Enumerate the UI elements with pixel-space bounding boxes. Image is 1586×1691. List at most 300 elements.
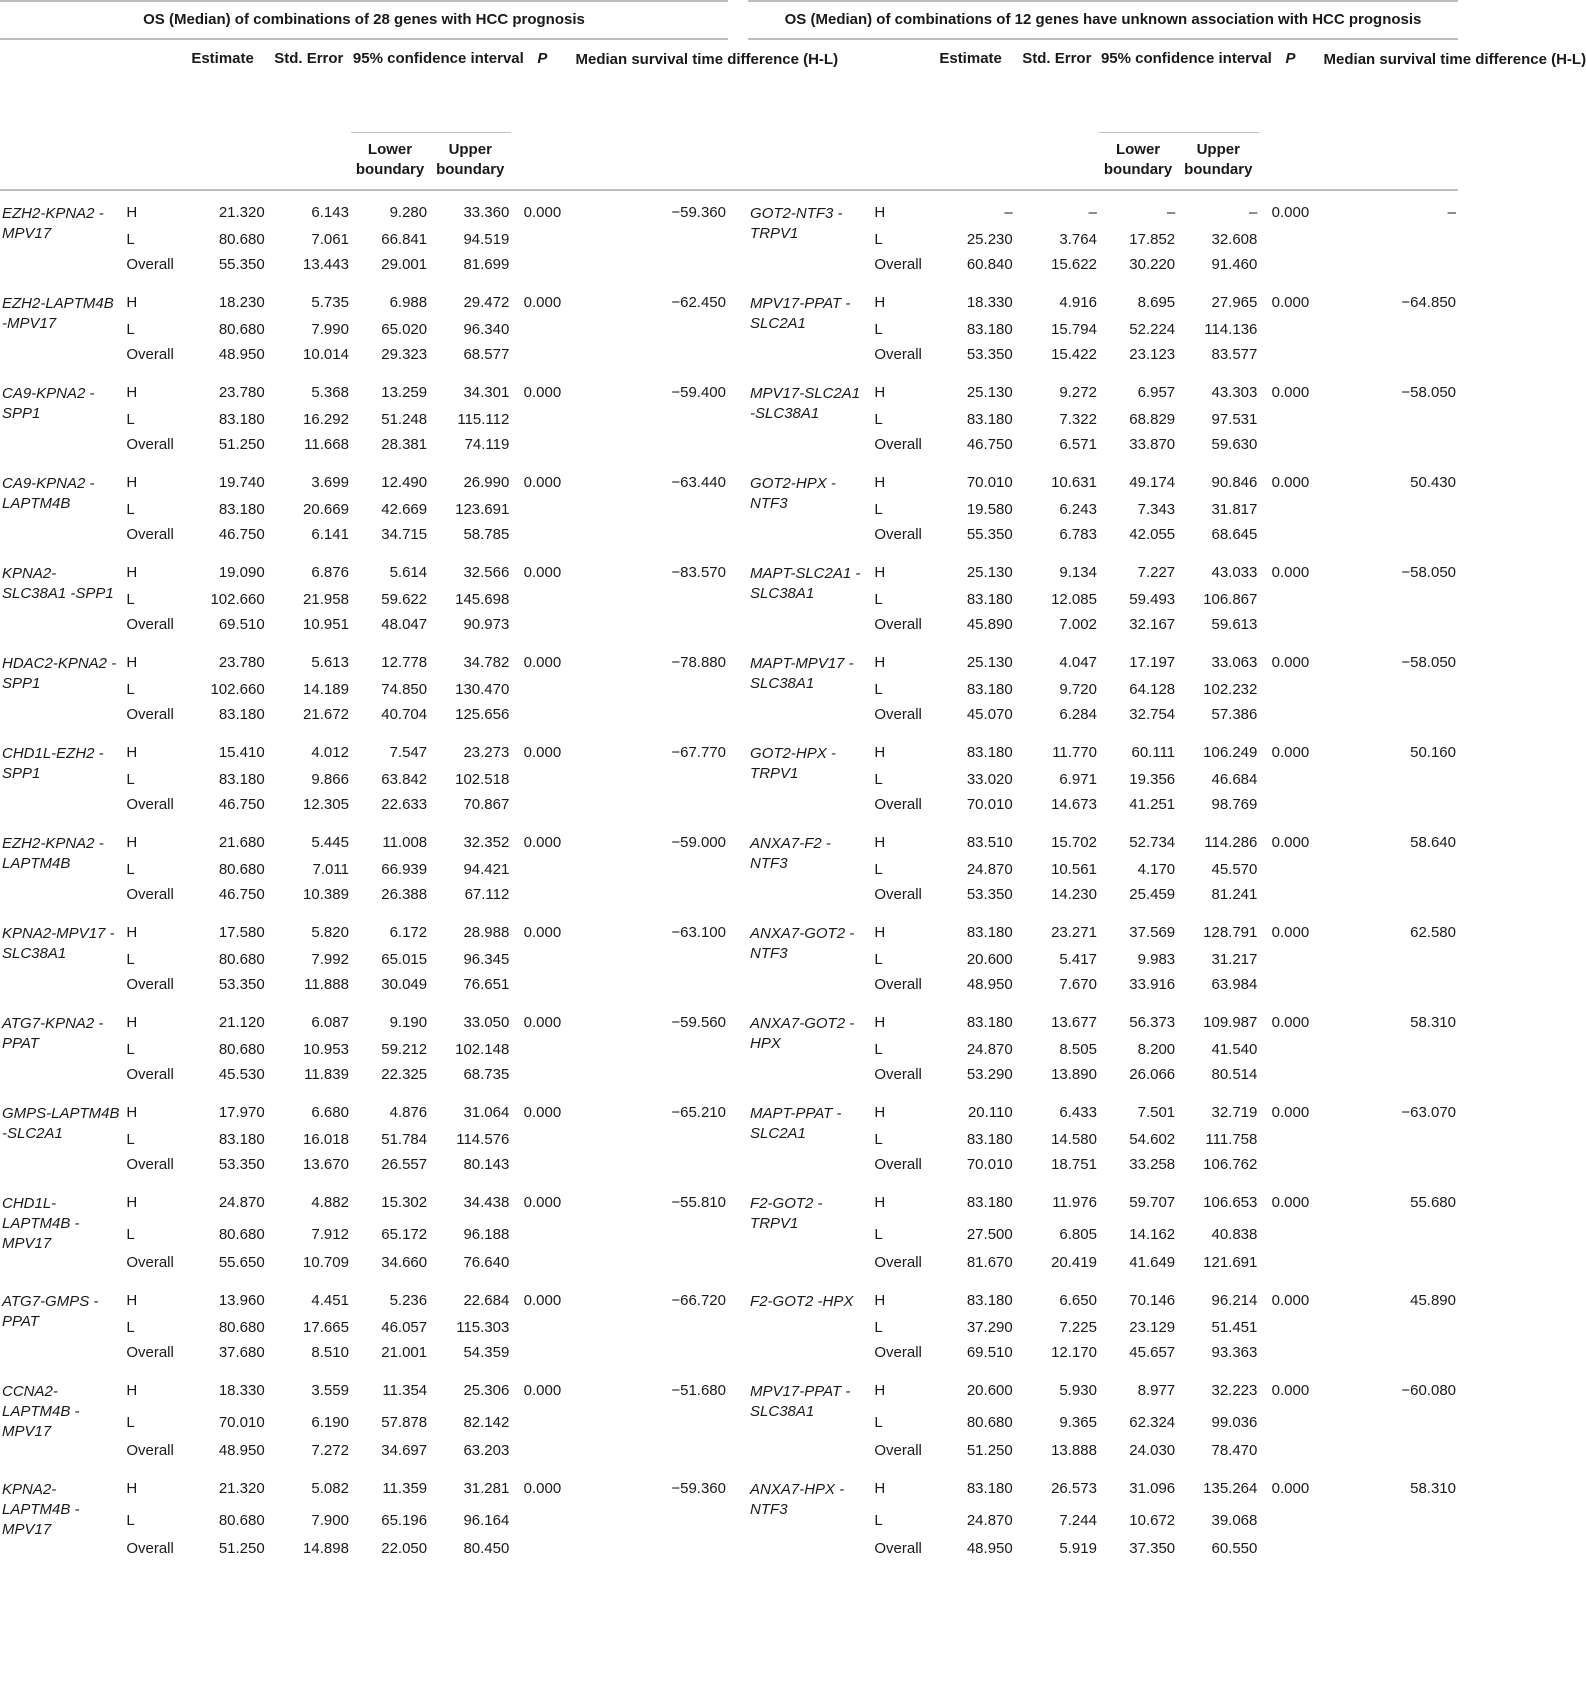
left-lower-boundary: 34.715 — [381, 526, 428, 543]
right-group-label: Overall — [874, 1156, 922, 1173]
right-upper-boundary: 106.762 — [1203, 1156, 1258, 1173]
right-gene-combination — [748, 551, 872, 616]
left-gene-combination — [0, 190, 124, 256]
left-header-estimate: Estimate — [191, 50, 254, 67]
left-group-label: Overall — [126, 346, 174, 363]
left-estimate: 80.680 — [218, 1511, 265, 1529]
right-std-error: 14.580 — [1051, 1131, 1097, 1148]
right-header-p: P — [1285, 50, 1296, 67]
left-lower-boundary: 65.172 — [381, 1225, 428, 1243]
table-row — [0, 1041, 1458, 1066]
left-estimate: 80.680 — [218, 1225, 265, 1243]
right-group-label: Overall — [874, 256, 922, 273]
left-lower-boundary: 65.020 — [381, 321, 428, 338]
right-lower-boundary: 31.096 — [1129, 1480, 1176, 1497]
gene-name: MAPT-MPV17 -SLC38A1 — [750, 655, 854, 692]
right-group-label: H — [874, 1014, 886, 1031]
left-median-diff — [574, 1254, 728, 1279]
right-p-value: 0.000 — [1271, 744, 1310, 761]
left-median-diff — [574, 681, 728, 706]
right-group-label: Overall — [874, 886, 922, 903]
left-lower-boundary: 5.236 — [389, 1292, 428, 1309]
left-group-label: Overall — [126, 616, 174, 633]
right-gene-blank — [748, 706, 872, 731]
table-row — [0, 1467, 1458, 1512]
left-group-label: L — [126, 321, 135, 338]
table-row — [0, 526, 1458, 551]
left-gene-combination — [0, 641, 124, 706]
right-header-estimate: Estimate — [939, 50, 1002, 67]
column-gap — [728, 1131, 748, 1156]
right-lower-boundary: 8.200 — [1137, 1041, 1176, 1058]
right-upper-boundary: 59.630 — [1211, 436, 1258, 453]
right-median-diff — [1322, 1131, 1458, 1156]
left-group-label: L — [126, 1131, 135, 1148]
right-std-error: 7.244 — [1059, 1511, 1097, 1529]
right-median-diff — [1322, 796, 1458, 821]
left-estimate: 13.960 — [218, 1292, 265, 1309]
right-gene-blank — [748, 256, 872, 281]
left-median-diff — [574, 951, 728, 976]
left-std-error: 17.665 — [303, 1319, 349, 1336]
left-median-diff — [574, 861, 728, 886]
left-std-error: 4.451 — [311, 1292, 349, 1309]
right-lower-boundary: 8.977 — [1137, 1382, 1176, 1399]
left-upper-boundary: 22.684 — [463, 1292, 510, 1309]
gene-name: ATG7-GMPS -PPAT — [2, 1293, 99, 1330]
right-median-diff — [1322, 1156, 1458, 1181]
right-upper-boundary: 96.214 — [1211, 1292, 1258, 1309]
left-std-error: 11.888 — [304, 976, 349, 993]
left-gene-blank — [0, 796, 124, 821]
column-gap — [728, 1181, 748, 1226]
right-lower-boundary: 7.343 — [1137, 501, 1176, 518]
left-gene-blank — [0, 1344, 124, 1369]
right-estimate: 83.180 — [966, 1131, 1013, 1148]
right-median-diff — [1322, 1442, 1458, 1467]
left-estimate: 51.250 — [218, 1540, 265, 1557]
left-group-label: L — [126, 411, 135, 428]
right-estimate: 19.580 — [966, 501, 1013, 518]
left-p-value — [511, 951, 573, 976]
right-std-error: 13.888 — [1051, 1442, 1097, 1459]
right-estimate: 20.600 — [966, 1382, 1013, 1399]
left-lower-boundary: 51.248 — [381, 411, 428, 428]
column-gap — [728, 616, 748, 641]
left-median-diff: −59.360 — [671, 204, 726, 221]
left-p-value — [511, 1254, 573, 1279]
left-lower-boundary: 42.669 — [381, 501, 428, 518]
left-estimate: 21.320 — [218, 1480, 265, 1497]
right-lower-boundary: 14.162 — [1129, 1225, 1176, 1243]
right-p-value: 0.000 — [1271, 204, 1310, 221]
right-std-error: 26.573 — [1051, 1480, 1097, 1497]
left-upper-boundary: 26.990 — [463, 474, 510, 491]
left-estimate: 102.660 — [210, 591, 265, 608]
right-estimate: 24.870 — [966, 1041, 1013, 1058]
table-row — [0, 321, 1458, 346]
right-median-diff — [1322, 1066, 1458, 1091]
left-lower-boundary: 48.047 — [381, 616, 428, 633]
left-std-error: 14.898 — [303, 1540, 349, 1557]
left-lower-boundary: 12.778 — [381, 654, 428, 671]
left-p-value: 0.000 — [523, 1014, 562, 1031]
left-p-value: 0.000 — [523, 744, 562, 761]
right-p-value: 0.000 — [1271, 1014, 1310, 1031]
left-estimate: 45.530 — [218, 1066, 265, 1083]
right-std-error: 9.272 — [1059, 384, 1097, 401]
right-group-label: Overall — [874, 1254, 922, 1271]
left-std-error: 7.912 — [311, 1225, 349, 1243]
right-upper-boundary: 32.719 — [1211, 1104, 1258, 1121]
right-median-diff — [1322, 706, 1458, 731]
right-group-label: H — [874, 1382, 886, 1399]
left-std-error: 5.368 — [311, 384, 349, 401]
left-group-label: H — [126, 1382, 138, 1399]
table-row — [0, 1001, 1458, 1041]
right-std-error: 6.284 — [1059, 706, 1097, 723]
right-std-error: 10.631 — [1051, 474, 1097, 491]
left-median-diff — [574, 796, 728, 821]
column-gap — [728, 1041, 748, 1066]
table-row — [0, 231, 1458, 256]
right-estimate: 25.230 — [966, 231, 1013, 248]
right-estimate: 83.180 — [966, 681, 1013, 698]
right-lower-boundary: 37.569 — [1129, 924, 1176, 941]
right-group-label: Overall — [874, 796, 922, 813]
table-row — [0, 501, 1458, 526]
left-group-label: Overall — [126, 436, 174, 453]
right-subheader-blank — [1015, 133, 1099, 191]
gene-name: CA9-KPNA2 -SPP1 — [2, 385, 95, 422]
left-group-label: Overall — [126, 256, 174, 273]
left-header-upper: Upper boundary — [429, 133, 511, 191]
left-p-value — [511, 1512, 573, 1540]
left-std-error: 8.510 — [311, 1344, 349, 1361]
right-p-value — [1259, 796, 1321, 821]
left-upper-boundary: 96.345 — [463, 951, 510, 968]
left-table-title: OS (Median) of combinations of 28 genes with HCC prognosis — [0, 1, 728, 39]
left-std-error: 7.272 — [311, 1442, 349, 1459]
column-gap — [728, 861, 748, 886]
left-p-value — [511, 706, 573, 731]
right-gene-blank — [748, 526, 872, 551]
right-p-value — [1259, 436, 1321, 461]
left-gene-blank — [0, 1156, 124, 1181]
right-group-label: L — [874, 591, 883, 608]
left-p-value: 0.000 — [523, 654, 562, 671]
right-header-group — [872, 39, 926, 133]
right-subheader-blank — [927, 133, 1015, 191]
right-lower-boundary: 45.657 — [1129, 1344, 1176, 1361]
right-median-diff — [1322, 1540, 1458, 1565]
left-group-label: H — [126, 1292, 138, 1309]
right-median-diff: −58.050 — [1401, 654, 1456, 671]
right-p-value — [1259, 321, 1321, 346]
left-upper-boundary: 115.112 — [457, 411, 510, 428]
right-upper-boundary: 32.223 — [1211, 1382, 1258, 1399]
right-gene-combination — [748, 281, 872, 346]
left-upper-boundary: 34.782 — [463, 654, 510, 671]
left-median-diff — [574, 976, 728, 1001]
right-upper-boundary: 97.531 — [1211, 411, 1258, 428]
left-estimate: 21.320 — [218, 204, 265, 221]
right-group-label: H — [874, 384, 886, 401]
left-lower-boundary: 7.547 — [389, 744, 428, 761]
table-row — [0, 641, 1458, 681]
left-p-value — [511, 616, 573, 641]
left-estimate: 24.870 — [218, 1194, 265, 1211]
right-median-diff — [1322, 501, 1458, 526]
right-lower-boundary: 56.373 — [1129, 1014, 1176, 1031]
right-p-value — [1259, 1319, 1321, 1344]
right-group-label: H — [874, 1292, 886, 1309]
left-estimate: 21.120 — [218, 1014, 265, 1031]
right-median-diff: −64.850 — [1401, 294, 1456, 311]
left-estimate: 53.350 — [218, 1156, 265, 1173]
right-group-label: L — [874, 411, 883, 428]
right-subheader-blank — [1322, 133, 1458, 191]
right-p-value: 0.000 — [1271, 1292, 1310, 1309]
left-upper-boundary: 28.988 — [463, 924, 510, 941]
left-estimate: 80.680 — [218, 861, 265, 878]
column-gap — [728, 1512, 748, 1540]
left-group-label: H — [126, 384, 138, 401]
left-p-value — [511, 526, 573, 551]
right-lower-boundary: 60.111 — [1131, 744, 1176, 761]
left-estimate: 69.510 — [218, 616, 265, 633]
right-lower-boundary: 41.649 — [1129, 1254, 1176, 1271]
right-std-error: 6.433 — [1059, 1104, 1097, 1121]
left-upper-boundary: 80.450 — [463, 1540, 510, 1557]
table-row — [0, 411, 1458, 436]
left-lower-boundary: 6.172 — [389, 924, 428, 941]
left-p-value — [511, 346, 573, 371]
left-upper-boundary: 102.148 — [455, 1041, 510, 1058]
left-median-diff — [574, 346, 728, 371]
left-upper-boundary: 96.164 — [463, 1511, 510, 1529]
left-lower-boundary: 59.212 — [381, 1041, 428, 1058]
right-p-value — [1259, 1414, 1321, 1442]
left-p-value — [511, 436, 573, 461]
right-header-upper: Upper boundary — [1177, 133, 1259, 191]
left-lower-boundary: 11.359 — [382, 1480, 428, 1497]
left-estimate: 15.410 — [218, 744, 265, 761]
left-upper-boundary: 70.867 — [463, 796, 510, 813]
left-upper-boundary: 76.651 — [463, 976, 510, 993]
left-upper-boundary: 130.470 — [455, 681, 510, 698]
left-p-value: 0.000 — [523, 1292, 562, 1309]
column-gap — [728, 1226, 748, 1254]
right-upper-boundary: 63.984 — [1211, 976, 1258, 993]
left-lower-boundary: 11.008 — [382, 834, 428, 851]
right-p-value: 0.000 — [1271, 1382, 1310, 1399]
right-p-value: 0.000 — [1271, 564, 1310, 581]
left-std-error: 13.670 — [303, 1156, 349, 1173]
right-lower-boundary: 62.324 — [1129, 1413, 1176, 1431]
left-group-label: L — [126, 1225, 135, 1243]
right-header-std-error: Std. Error — [1022, 50, 1092, 67]
right-upper-boundary: 43.033 — [1211, 564, 1258, 581]
right-group-label: L — [874, 681, 883, 698]
left-gene-blank — [0, 346, 124, 371]
right-median-diff — [1322, 346, 1458, 371]
column-gap — [728, 1319, 748, 1344]
right-lower-boundary: 32.167 — [1129, 616, 1176, 633]
left-upper-boundary: 32.566 — [463, 564, 510, 581]
left-gene-blank — [0, 616, 124, 641]
left-median-diff — [574, 1414, 728, 1442]
right-std-error: 10.561 — [1051, 861, 1097, 878]
left-header-ci: 95% confidence interval — [352, 50, 524, 67]
left-median-diff: −63.440 — [671, 474, 726, 491]
table-row — [0, 1181, 1458, 1226]
left-upper-boundary: 31.064 — [463, 1104, 510, 1121]
right-median-diff — [1322, 1414, 1458, 1442]
column-gap — [728, 1066, 748, 1091]
right-estimate: 48.950 — [966, 1540, 1013, 1557]
right-std-error: 11.976 — [1052, 1194, 1097, 1211]
left-upper-boundary: 34.438 — [463, 1194, 510, 1211]
left-group-label: H — [126, 1480, 138, 1497]
left-estimate: 46.750 — [218, 886, 265, 903]
column-gap — [728, 976, 748, 1001]
right-median-diff — [1322, 321, 1458, 346]
left-lower-boundary: 65.196 — [381, 1511, 428, 1529]
left-std-error: 7.061 — [311, 231, 349, 248]
left-gene-blank — [0, 1066, 124, 1091]
right-std-error: 4.916 — [1059, 294, 1097, 311]
left-group-label: L — [126, 771, 135, 788]
left-estimate: 55.650 — [218, 1254, 265, 1271]
left-std-error: 5.820 — [311, 924, 349, 941]
left-p-value: 0.000 — [523, 564, 562, 581]
column-gap — [728, 681, 748, 706]
left-p-value — [511, 1344, 573, 1369]
right-std-error: 15.422 — [1051, 346, 1097, 363]
left-group-label: L — [126, 231, 135, 248]
gene-name: CHD1L-EZH2 -SPP1 — [2, 745, 104, 782]
left-group-label: Overall — [126, 796, 174, 813]
right-estimate: 81.670 — [966, 1254, 1013, 1271]
left-upper-boundary: 74.119 — [464, 436, 510, 453]
left-median-diff — [574, 1344, 728, 1369]
right-lower-boundary: 70.146 — [1129, 1292, 1176, 1309]
right-group-label: Overall — [874, 976, 922, 993]
left-gene-combination — [0, 1091, 124, 1156]
right-lower-boundary: 9.983 — [1137, 951, 1176, 968]
column-gap — [728, 436, 748, 461]
right-upper-boundary: 45.570 — [1211, 861, 1258, 878]
column-gap — [728, 1344, 748, 1369]
left-estimate: 48.950 — [218, 346, 265, 363]
left-p-value — [511, 1540, 573, 1565]
right-median-diff: 58.310 — [1410, 1480, 1456, 1497]
left-group-label: Overall — [126, 1254, 174, 1271]
left-group-label: H — [126, 654, 138, 671]
left-std-error: 5.445 — [311, 834, 349, 851]
column-gap — [728, 371, 748, 411]
right-p-value — [1259, 256, 1321, 281]
left-group-label: Overall — [126, 1066, 174, 1083]
table-row — [0, 1156, 1458, 1181]
gene-name: MAPT-PPAT -SLC2A1 — [750, 1105, 842, 1142]
column-gap — [728, 526, 748, 551]
right-gene-combination — [748, 371, 872, 436]
column-gap — [728, 501, 748, 526]
right-header-lower: Lower boundary — [1099, 133, 1177, 191]
left-p-value: 0.000 — [523, 1382, 562, 1399]
left-std-error: 6.143 — [311, 204, 349, 221]
left-std-error: 16.018 — [303, 1131, 349, 1148]
left-estimate: 83.180 — [218, 771, 265, 788]
right-std-error: 7.002 — [1059, 616, 1097, 633]
right-median-diff — [1322, 951, 1458, 976]
right-gene-combination — [748, 911, 872, 976]
right-gene-combination — [748, 461, 872, 526]
right-lower-boundary: 7.227 — [1137, 564, 1176, 581]
right-lower-boundary: 54.602 — [1129, 1131, 1176, 1148]
table-row — [0, 436, 1458, 461]
right-estimate: 53.350 — [966, 346, 1013, 363]
left-upper-boundary: 94.421 — [463, 861, 510, 878]
left-group-label: L — [126, 681, 135, 698]
right-upper-boundary: 31.817 — [1211, 501, 1258, 518]
left-gene-combination — [0, 281, 124, 346]
table-body — [0, 190, 1458, 1565]
left-p-value — [511, 321, 573, 346]
gene-name: ANXA7-HPX -NTF3 — [750, 1481, 845, 1518]
left-median-diff — [574, 526, 728, 551]
right-p-value — [1259, 1041, 1321, 1066]
left-estimate: 23.780 — [218, 384, 265, 401]
left-lower-boundary: 6.988 — [389, 294, 428, 311]
right-gene-combination — [748, 821, 872, 886]
left-upper-boundary: 29.472 — [463, 294, 510, 311]
right-lower-boundary: 19.356 — [1129, 771, 1176, 788]
left-lower-boundary: 66.841 — [381, 231, 428, 248]
right-group-label: Overall — [874, 526, 922, 543]
right-lower-boundary: 68.829 — [1129, 411, 1176, 428]
right-estimate: 53.290 — [966, 1066, 1013, 1083]
table-row — [0, 1344, 1458, 1369]
right-estimate: 69.510 — [966, 1344, 1013, 1361]
left-upper-boundary: 125.656 — [455, 706, 510, 723]
right-median-diff: −58.050 — [1401, 384, 1456, 401]
right-upper-boundary: – — [1249, 204, 1258, 221]
right-group-label: L — [874, 771, 883, 788]
left-lower-boundary: 4.876 — [389, 1104, 428, 1121]
right-std-error: 13.890 — [1051, 1066, 1097, 1083]
right-estimate: 83.180 — [966, 1194, 1013, 1211]
left-std-error: 11.668 — [304, 436, 349, 453]
right-lower-boundary: 24.030 — [1129, 1442, 1176, 1459]
right-gene-combination — [748, 1001, 872, 1066]
right-gene-blank — [748, 976, 872, 1001]
right-median-diff — [1322, 1319, 1458, 1344]
left-header-std-error: Std. Error — [274, 50, 344, 67]
left-lower-boundary: 22.050 — [381, 1540, 428, 1557]
left-p-value — [511, 231, 573, 256]
right-std-error: 7.322 — [1059, 411, 1097, 428]
left-std-error: 16.292 — [303, 411, 349, 428]
right-lower-boundary: 7.501 — [1137, 1104, 1176, 1121]
table-row — [0, 190, 1458, 231]
column-gap — [728, 1091, 748, 1131]
left-lower-boundary: 26.388 — [381, 886, 428, 903]
right-group-label: H — [874, 1480, 886, 1497]
table-row — [0, 976, 1458, 1001]
